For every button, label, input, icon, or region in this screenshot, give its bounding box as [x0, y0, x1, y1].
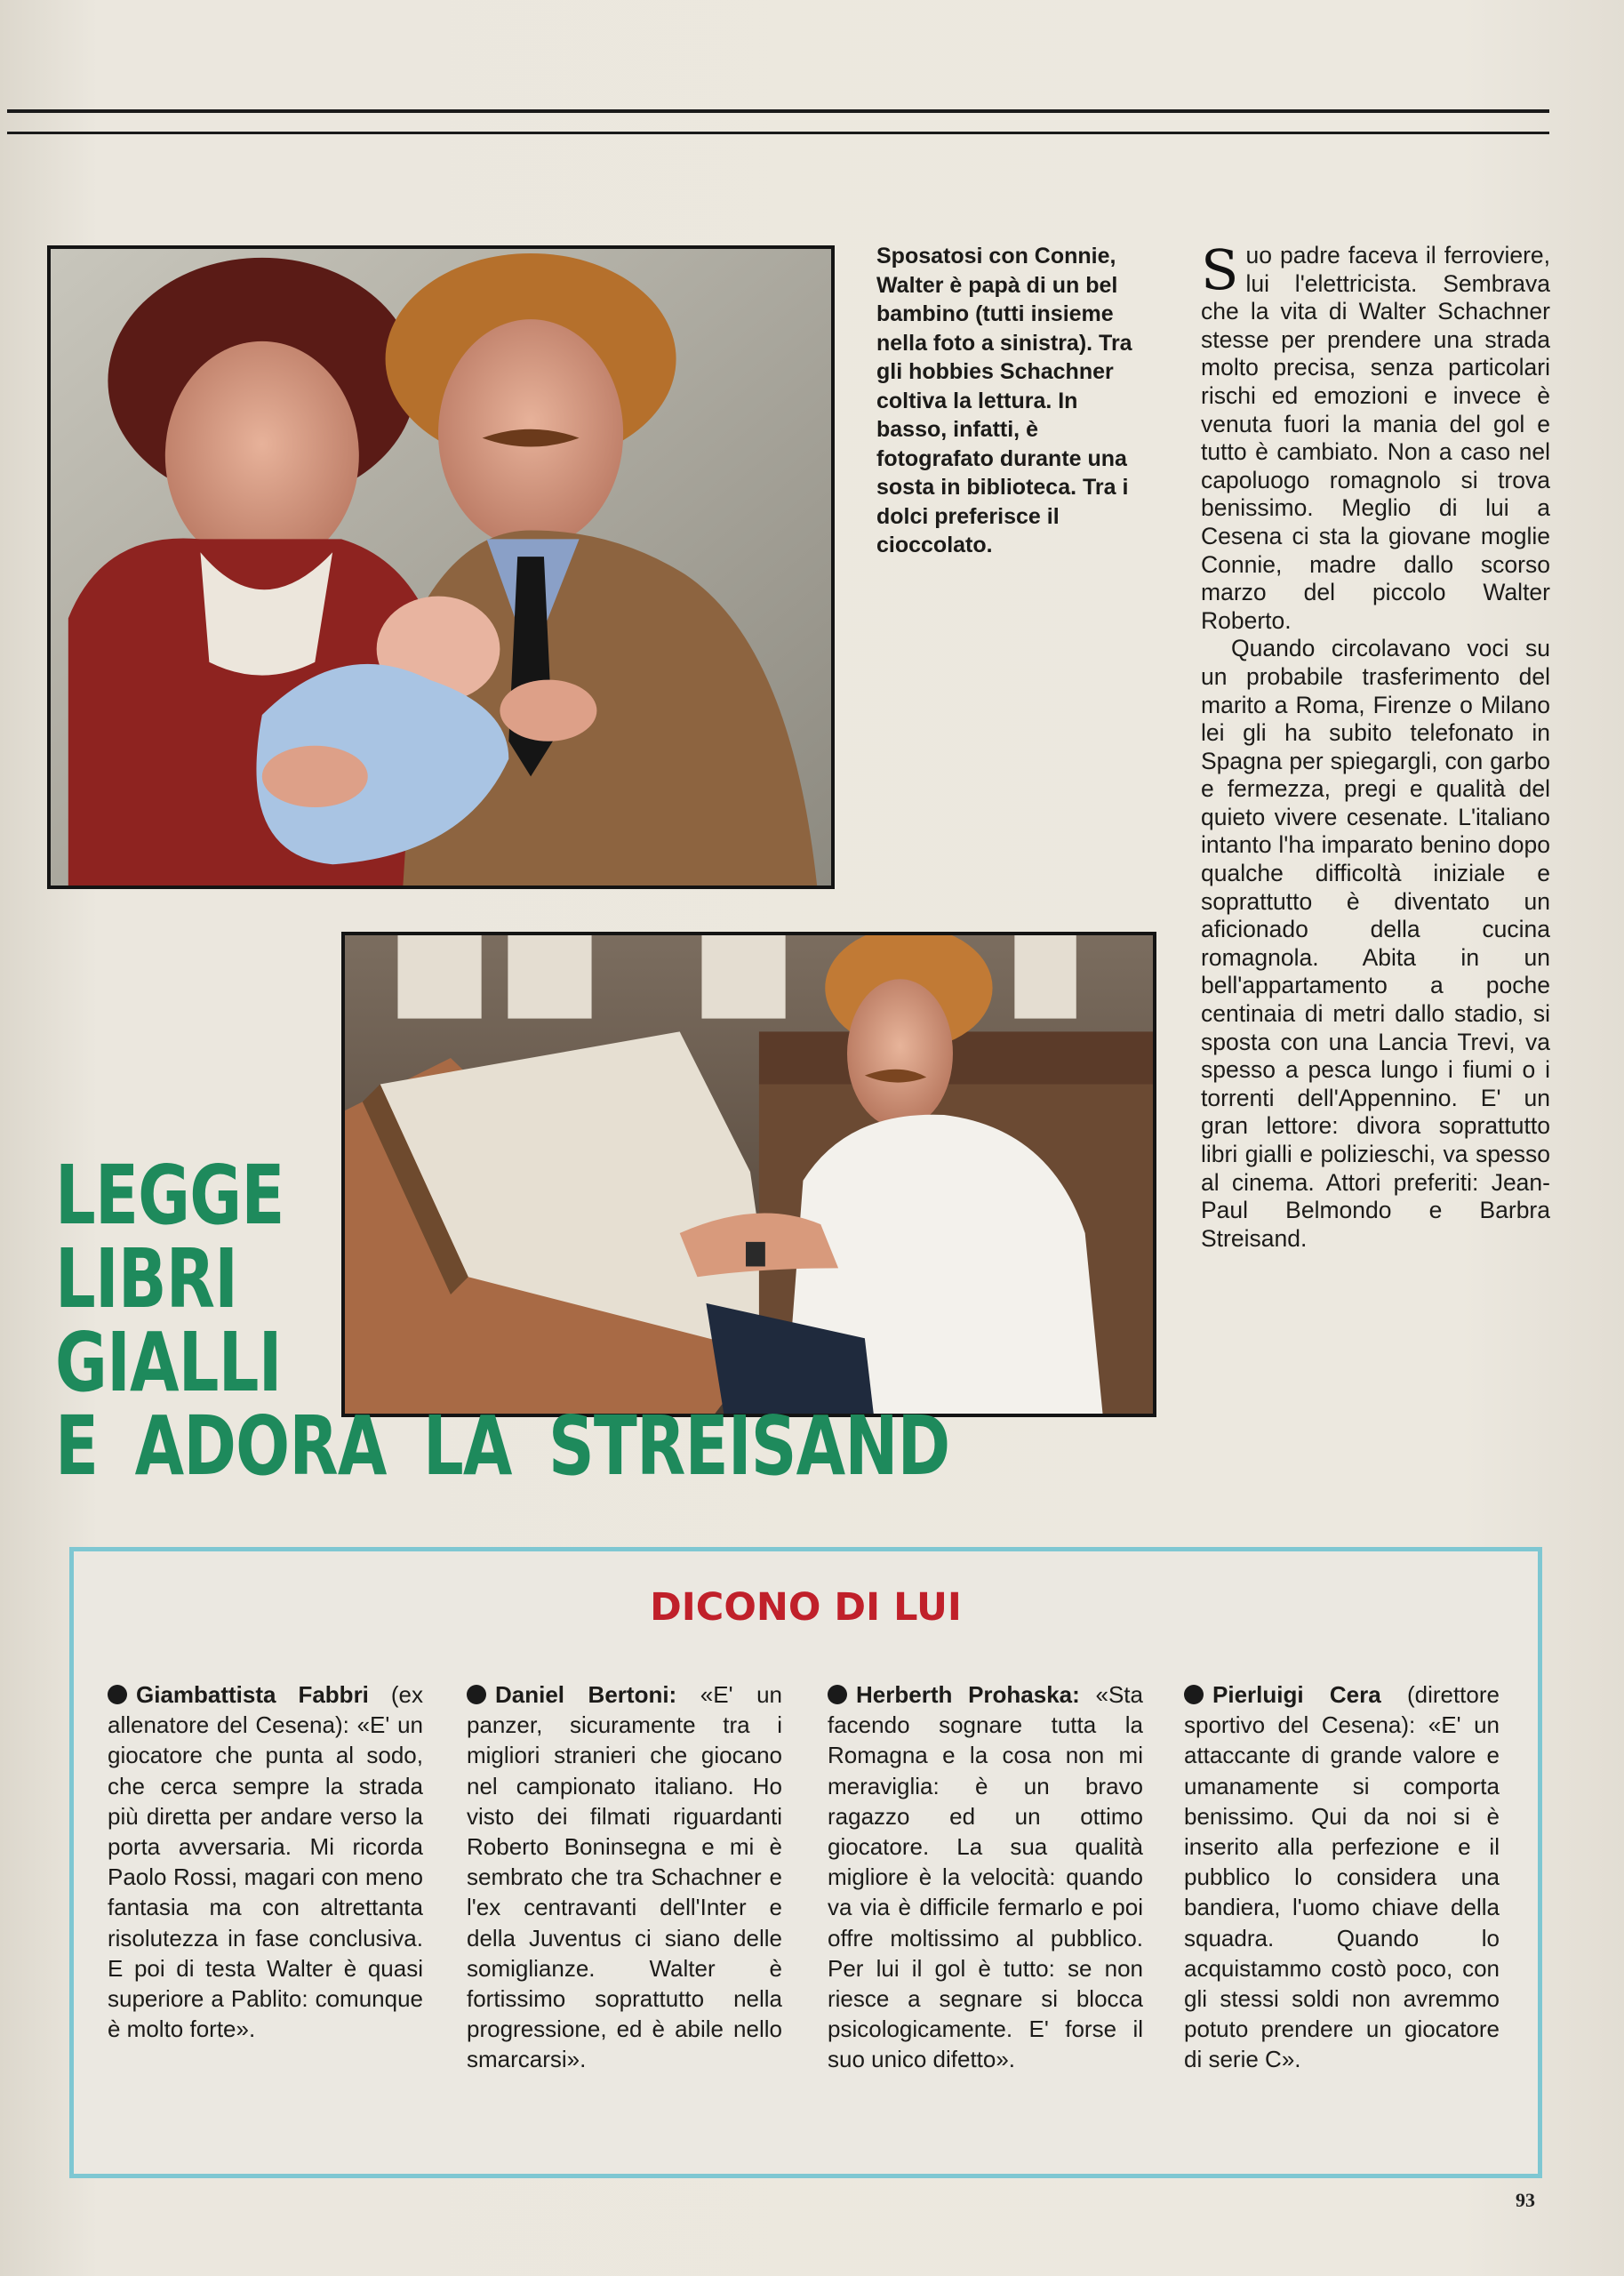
article-paragraph-2: Quando circolavano voci su un probabile trasferimento del marito a Roma, Firenze o Milano lei gli ha subito telefonato in Spagna per spiegargli, con garbo e fermezza, pregi e qualità del quieto vivere cesenate. L'italiano intanto l'ha imparato benino dopo qualche difficoltà iniziale e soprattutto è diventato un aficionado della cucina romagnola. Abita in un bell'appartamento a poche centinaia di metri dallo stadio, si sposta con una Lancia Trevi, va spesso a pesca lungo i fiumi o i torrenti dell'Appennino. E' un gran lettore: divora soprattutto libri gialli e polizieschi, va spesso al cinema. Attori preferiti: Jean-Paul Belmondo e Barbra Streisand. [1201, 635, 1550, 1252]
quote-author: Daniel Bertoni: [495, 1681, 677, 1708]
article-body [1201, 237, 1550, 1253]
bullet-icon [1184, 1685, 1204, 1704]
quote-column-2 [467, 1679, 782, 2075]
box-title: DICONO DI LUI [650, 1585, 962, 1630]
quote-author: Giambattista Fabbri [136, 1681, 369, 1708]
quote-text: «E' un panzer, sicuramente tra i migliori stranieri che giocano nel campionato italiano. Ho visto dei filmati riguardanti Roberto Boninsegna e mi è sembrato che tra Schachner e l'ex centravanti dell'Inter e della Juventus ci siano delle somiglianze. Walter è fortissimo soprattutto nella progressione, ed è abile nello smarcarsi». [467, 1681, 782, 2073]
quote-column-3 [828, 1679, 1143, 2075]
top-rule [7, 109, 1549, 113]
quote-author: Herberth Prohaska: [856, 1681, 1080, 1708]
dicono-di-lui-box [69, 1547, 1542, 2178]
headline-line-3: GIALLI [55, 1315, 282, 1410]
bullet-icon [108, 1685, 127, 1704]
quote-text: «Sta facendo sognare tutta la Romagna e la cosa non mi meraviglia: è un bravo ragazzo ed un ottimo giocatore. La sua qualità migliore è la velocità: quando va via è difficile fermarlo e poi offre moltissimo al pubblico. Per lui il gol è tutto: se non riesce a segnare si blocca psicologicamente. E' forse il suo unico difetto». [828, 1681, 1143, 2073]
top-rule-secondary [7, 132, 1549, 134]
family-photo-illustration [51, 249, 831, 886]
photo-caption [876, 242, 1143, 560]
headline-line-1: LEGGE [55, 1148, 284, 1243]
headline-line-4: E ADORA LA STREISAND [55, 1398, 950, 1494]
bullet-icon [828, 1685, 847, 1704]
headline [55, 1148, 1104, 1494]
family-photo [47, 245, 835, 889]
quote-text: (ex allenatore del Cesena): «E' un giocatore che punta al sodo, che cerca sempre la strada più diretta per andare verso la porta avversaria. Mi ricorda Paolo Rossi, magari con meno fantasia ma con altrettanta risolutezza in fase conclusiva. E poi di testa Walter è quasi superiore a Pablito: comunque è molto forte». [108, 1681, 423, 2043]
headline-line-2: LIBRI [55, 1231, 238, 1326]
quote-author: Pierluigi Cera [1212, 1681, 1381, 1708]
bullet-icon [467, 1685, 486, 1704]
drop-cap: S [1201, 237, 1239, 302]
article-paragraph-1-text: uo padre faceva il ferroviere, lui l'elettricista. Sembrava che la vita di Walter Schachner stesse per prendere una strada molto precisa, senza particolari rischi ed emozioni e invece è venuta fuori la mania del gol e tutto è cambiato. Non a caso nel capoluogo romagnolo si trova benissimo. Meglio di lui a Cesena ci sta la giovane moglie Connie, madre dallo scorso marzo del piccolo Walter Roberto. [1201, 242, 1550, 634]
quote-text: (direttore sportivo del Cesena): «E' un attaccante di grande valore e umanamente si comporta benissimo. Qui da noi si è inserito alla perfezione e il pubblico lo considera una bandiera, l'uomo chiave della squadra. Quando lo acquistammo costò poco, con gli stessi soldi non avremmo potuto prendere un giocatore di serie C». [1184, 1681, 1500, 2073]
page-number: 93 [1516, 2189, 1535, 2211]
quote-column-4 [1184, 1679, 1500, 2075]
caption-text: Sposatosi con Connie, Walter è papà di un bel bambino (tutti insieme nella foto a sinistra). Tra gli hobbies Schachner coltiva la lettura. In basso, infatti, è fotografato durante una sosta in biblioteca. Tra i dolci preferisce il cioccolato. [876, 244, 1132, 557]
quote-column-1 [108, 1679, 423, 2044]
article-paragraph-1 [1201, 237, 1550, 635]
